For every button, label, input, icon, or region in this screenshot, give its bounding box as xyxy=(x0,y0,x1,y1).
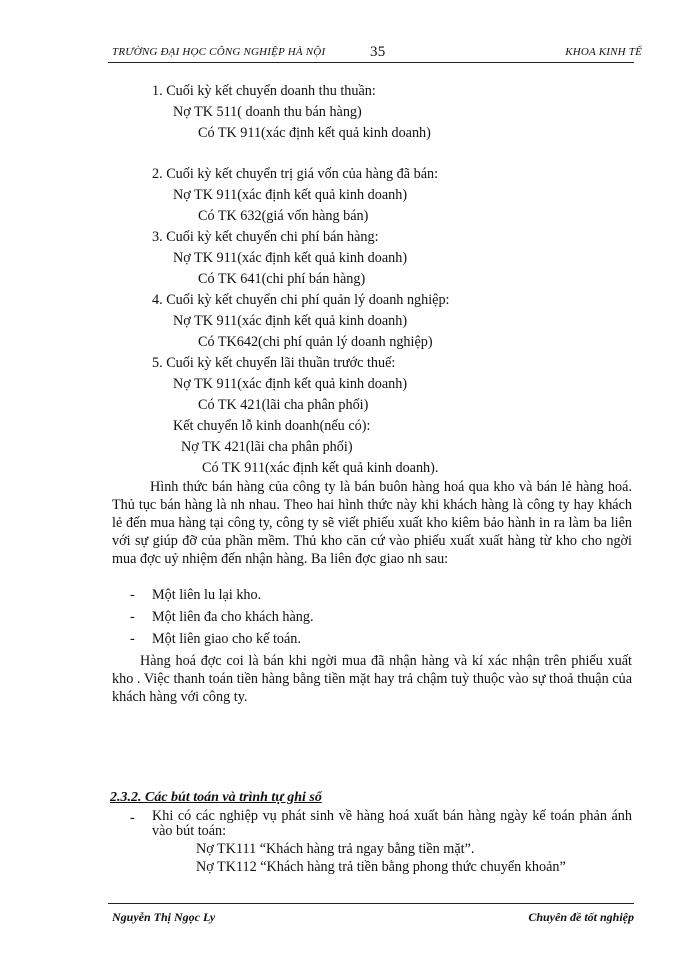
entry-3-credit: Có TK 641(chi phí bán hàng) xyxy=(198,271,366,287)
section-entry-transfer: Nợ TK112 “Khách hàng trả tiền bằng phong thức chuyển khoản” xyxy=(196,859,566,875)
loss-transfer-title: Kết chuyển lỗ kinh doanh(nếu có): xyxy=(173,418,371,434)
header-school: TRƯỜNG ĐẠI HỌC CÔNG NGHIỆP HÀ NỘI xyxy=(112,46,326,58)
bullet-item-1: Một liên lu lại kho. xyxy=(152,587,262,603)
entry-5-debit: Nợ TK 911(xác định kết quả kinh doanh) xyxy=(173,376,408,392)
entry-3-debit: Nợ TK 911(xác định kết quả kinh doanh) xyxy=(173,250,408,266)
bullet-item-2: Một liên đa cho khách hàng. xyxy=(152,609,314,625)
entry-2-debit: Nợ TK 911(xác định kết quả kinh doanh) xyxy=(173,187,408,203)
entry-3-title: 3. Cuối kỳ kết chuyển chi phí bán hàng: xyxy=(152,229,379,245)
section-entry-cash: Nợ TK111 “Khách hàng trả ngay bằng tiền mặt”. xyxy=(196,841,475,857)
paragraph-sale-recognition: Hàng hoá đợc coi là bán khi ngời mua đã nhận hàng và kí xác nhận trên phiếu xuất kho . Việc thanh toán tiền hàng bằng tiền mặt hay trả chậm tuỳ thuộc vào sự thoả thuận của khách hàng với công ty. xyxy=(112,653,632,705)
entry-1-credit: Có TK 911(xác định kết quả kinh doanh) xyxy=(198,125,431,141)
header-faculty: KHOA KINH TẾ xyxy=(565,46,642,58)
page-header xyxy=(112,44,642,64)
bullet-marker: - xyxy=(130,587,135,603)
entry-4-title: 4. Cuối kỳ kết chuyển chi phí quản lý doanh nghiệp: xyxy=(152,292,450,308)
entry-1-title: 1. Cuối kỳ kết chuyển doanh thu thuần: xyxy=(152,83,376,99)
bullet-marker: - xyxy=(130,609,135,625)
entry-2-credit: Có TK 632(giá vốn hàng bán) xyxy=(198,208,369,224)
bullet-marker: - xyxy=(130,810,135,826)
entry-1-debit: Nợ TK 511( doanh thu bán hàng) xyxy=(173,104,362,120)
paragraph-sales-method: Hình thức bán hàng của công ty là bán buôn hàng hoá qua kho và bán lẻ hàng hoá. Thủ tục bán hàng là nh nhau. Theo hai hình thức này khi khách hàng là công ty hay khách lẻ đến mua hàng tại công ty, công ty sẽ viết phiếu xuất kho kiêm bảo hành in ra làm ba liên với sự giúp đỡ của phần mềm. Thủ kho căn cứ vào phiếu xuất xuất hàng từ kho cho ngời mua đợc uỷ nhiệm đến nhận hàng. Ba liên đợc giao nh sau: xyxy=(112,479,632,567)
section-bullet-text: Khi có các nghiệp vụ phát sinh về hàng hoá xuất bán hàng ngày kế toán phản ánh vào bút toán: xyxy=(152,808,632,839)
loss-transfer-debit: Nợ TK 421(lãi cha phân phối) xyxy=(181,439,353,455)
loss-transfer-credit: Có TK 911(xác định kết quả kinh doanh). xyxy=(202,460,439,476)
bullet-marker: - xyxy=(130,631,135,647)
entry-4-debit: Nợ TK 911(xác định kết quả kinh doanh) xyxy=(173,313,408,329)
bullet-item-3: Một liên giao cho kế toán. xyxy=(152,631,301,647)
footer-rule xyxy=(108,903,634,904)
section-heading: 2.3.2. Các bút toán và trình tự ghi sổ xyxy=(110,790,322,805)
header-rule xyxy=(108,62,634,63)
page-number: 35 xyxy=(370,44,386,60)
footer-author: Nguyễn Thị Ngọc Ly xyxy=(112,910,216,924)
entry-5-title: 5. Cuối kỳ kết chuyển lãi thuần trước thuế: xyxy=(152,355,396,371)
entry-2-title: 2. Cuối kỳ kết chuyển trị giá vốn của hàng đã bán: xyxy=(152,166,439,182)
footer-title: Chuyên đề tốt nghiệp xyxy=(528,910,634,924)
entry-4-credit: Có TK642(chi phí quản lý doanh nghiệp) xyxy=(198,334,433,350)
entry-5-credit: Có TK 421(lãi cha phân phối) xyxy=(198,397,369,413)
